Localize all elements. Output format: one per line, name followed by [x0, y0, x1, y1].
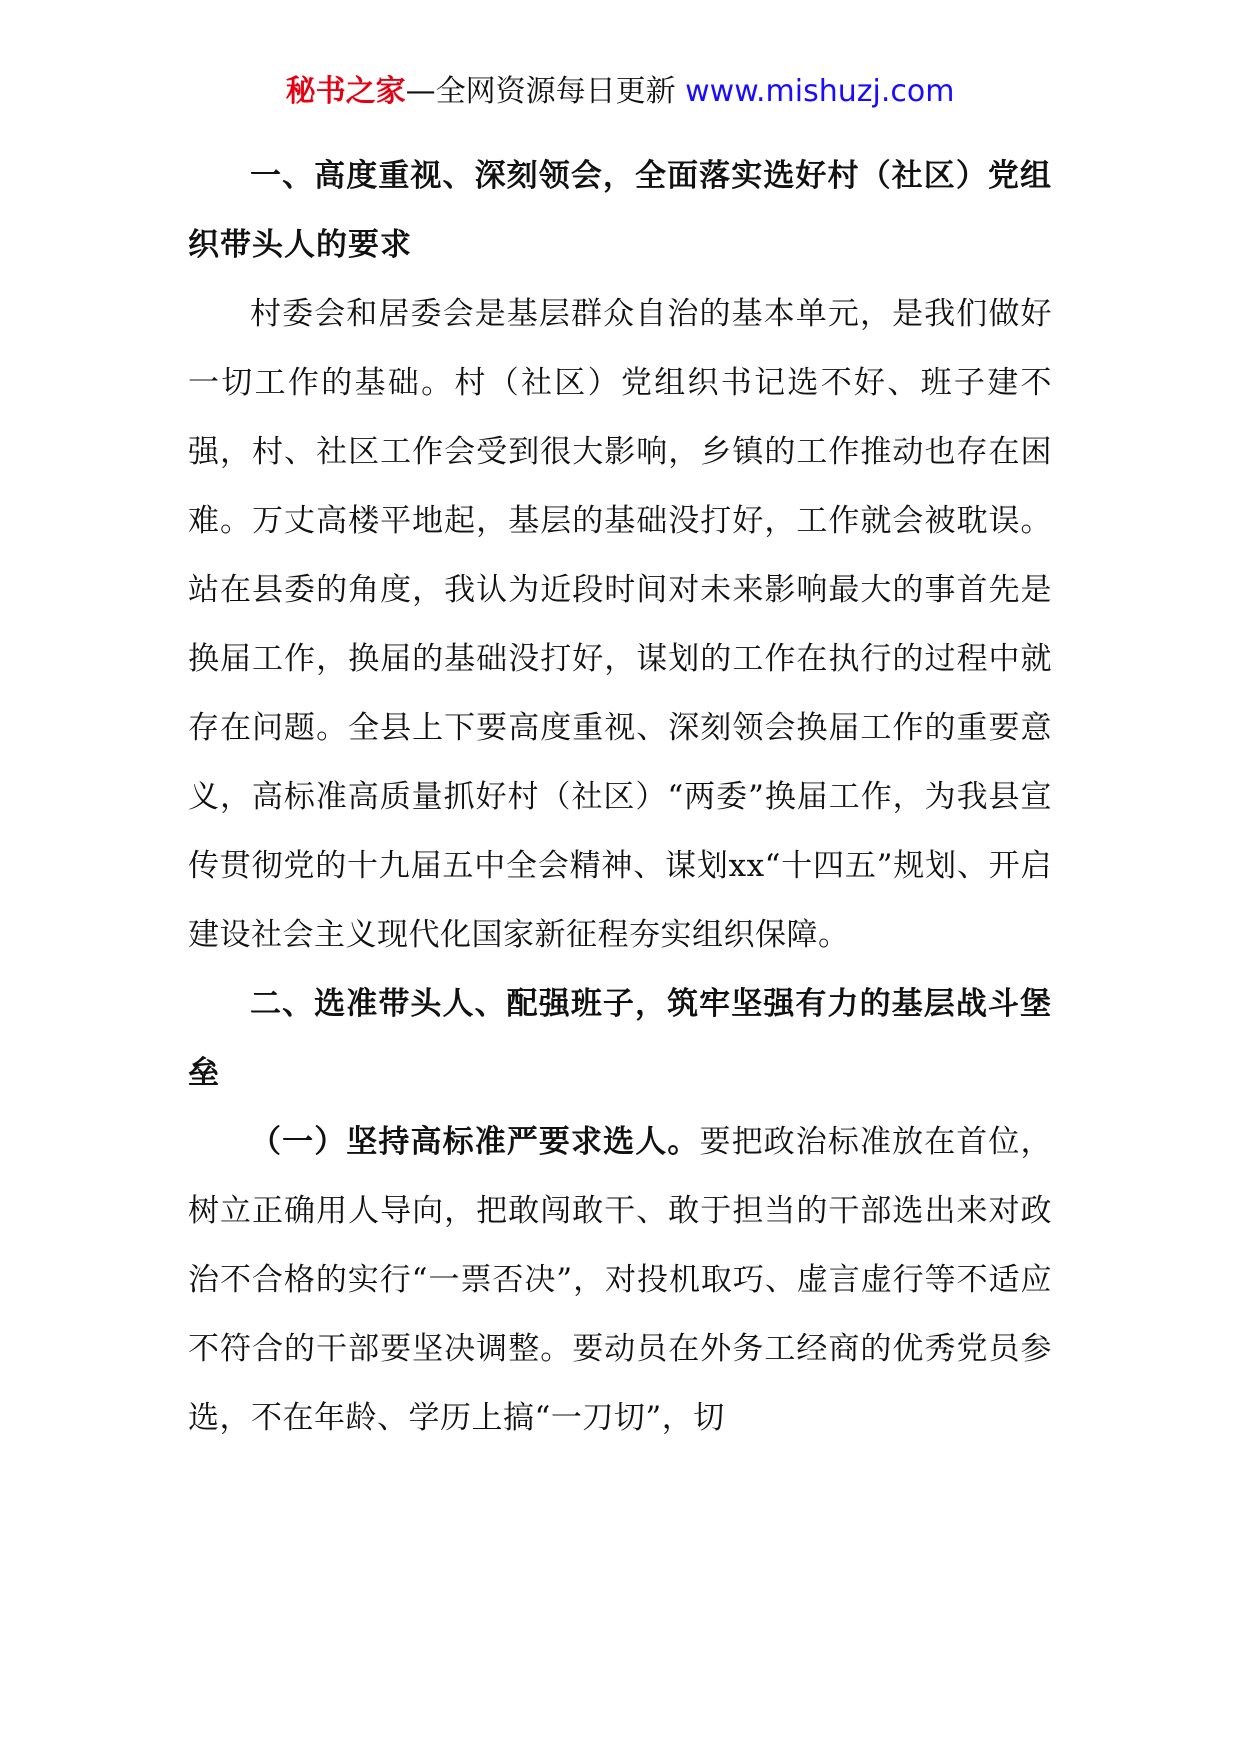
- paragraph-1: 村委会和居委会是基层群众自治的基本单元，是我们做好一切工作的基础。村（社区）党组织书记选不好、班子建不强，村、社区工作会受到很大影响，乡镇的工作推动也存在困难。万丈高楼平地起，基层的基础没打好，工作就会被耽误。站在县委的角度，我认为近段时间对未来影响最大的事首先是换届工作，换届的基础没打好，谋划的工作在执行的过程中就存在问题。全县上下要高度重视、深刻领会换届工作的重要意义，高标准高质量抓好村（社区）“两委”换届工作，为我县宣传贯彻党的十九届五中全会精神、谋划xx“十四五”规划、开启建设社会主义现代化国家新征程夯实组织保障。: [188, 296, 1052, 953]
- section-heading-1: 一、高度重视、深刻领会，全面落实选好村（社区）党组织带头人的要求: [188, 158, 1052, 263]
- header-tagline: —全网资源每日更新: [405, 74, 676, 109]
- site-url-link[interactable]: www.mishuzj.com: [685, 74, 955, 109]
- site-header: [0, 70, 1240, 114]
- document-body: [188, 142, 1052, 1453]
- paragraph-2: [188, 1108, 1052, 1453]
- section-heading-2: 二、选准带头人、配强班子，筑牢坚强有力的基层战斗堡垒: [188, 986, 1052, 1091]
- brand-name: 秘书之家: [285, 74, 406, 109]
- paragraph-2-lead: （一）坚持高标准严要求选人。: [250, 1124, 700, 1160]
- paragraph-2-body: 要把政治标准放在首位，树立正确用人导向，把敢闯敢干、敢于担当的干部选出来对政治不合格的实行“一票否决”，对投机取巧、虚言虚行等不适应不符合的干部要坚决调整。要动员在外务工经商的优秀党员参选，不在年龄、学历上搞“一刀切”，切: [188, 1124, 1053, 1436]
